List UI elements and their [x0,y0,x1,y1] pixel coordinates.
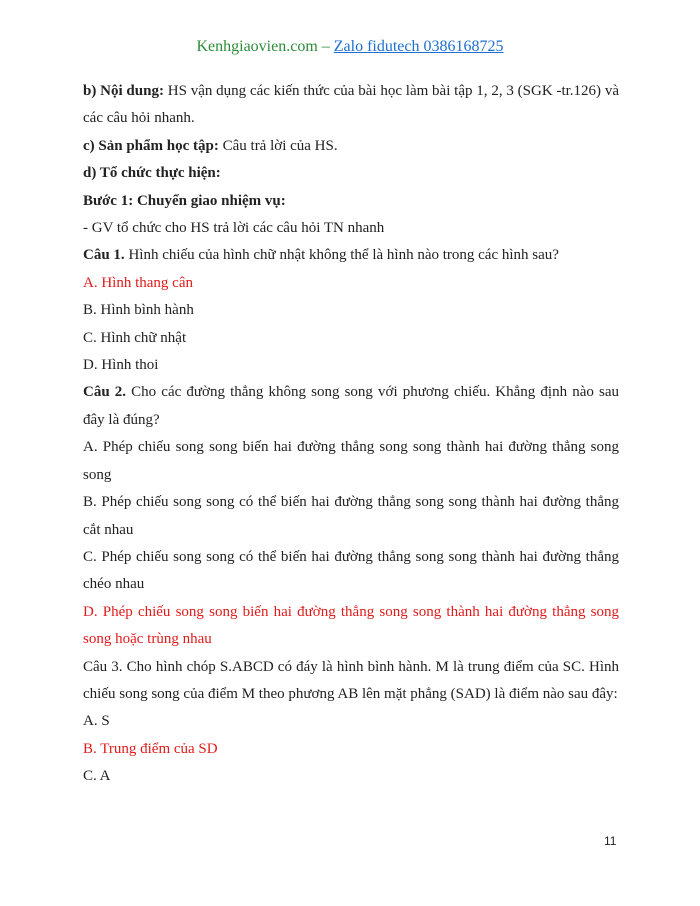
question-3-option-c: C. A [83,768,111,785]
question-2-option-d: D. Phép chiếu song song biến hai đường thẳng song song thành hai đường thẳng song song hoặc trùng nhau [83,603,619,648]
question-2 [83,379,619,434]
question-1-option-b: B. Hình bình hành [83,302,194,319]
header-site: Kenhgiaovien.com [196,38,318,55]
question-1-label: Câu 1. [83,247,125,264]
header-zalo-link[interactable]: Zalo fidutech 0386168725 [333,38,504,55]
question-2-option-a: A. Phép chiếu song song biến hai đường thẳng song song thành hai đường thẳng song song [83,439,619,483]
question-2-label: Câu 2. [83,384,127,401]
section-d-label: d) Tổ chức thực hiện: [83,165,221,182]
question-1-text: Hình chiếu của hình chữ nhật không thể là hình nào trong các hình sau? [124,247,559,264]
question-3-option-b: B. Trung điểm của SD [83,740,218,757]
document-body [83,78,619,791]
question-2-option-b: B. Phép chiếu song song có thể biến hai đường thẳng song song thành hai đường thẳng cắt nhau [83,494,619,538]
question-1-option-d: D. Hình thoi [83,357,159,374]
section-c [83,133,619,160]
question-2-option-c: C. Phép chiếu song song có thể biến hai đường thẳng song song thành hai đường thẳng chéo nhau [83,548,619,593]
section-b-text: HS vận dụng các kiến thức của bài học làm bài tập 1, 2, 3 (SGK -tr.126) và các câu hỏi nhanh. [83,83,620,127]
question-3-option-a: A. S [83,713,110,730]
section-b-label: b) Nội dung: [83,83,164,99]
question-2-text: Cho các đường thẳng không song song với phương chiếu. Khẳng định nào sau đây là đúng? [83,384,619,428]
header-separator: – [317,38,334,55]
question-3-text: Câu 3. Cho hình chóp S.ABCD có đáy là hình bình hành. M là trung điểm của SC. Hình chiếu song song của điểm M theo phương AB lên mặt phẳng (SAD) là điểm nào sau đây: [83,658,619,702]
step-1-heading: Bước 1: Chuyển giao nhiệm vụ: [83,192,286,209]
section-c-text: Câu trả lời của HS. [218,137,338,154]
question-1 [83,242,619,269]
page-number: 11 [604,834,617,848]
question-1-option-c: C. Hình chữ nhật [83,329,187,346]
page-header [0,38,700,56]
section-b [83,78,619,133]
section-c-label: c) Sản phẩm học tập: [83,137,219,154]
question-1-option-a: A. Hình thang cân [83,274,193,291]
task-description: - GV tổ chức cho HS trả lời các câu hỏi TN nhanh [83,220,385,237]
